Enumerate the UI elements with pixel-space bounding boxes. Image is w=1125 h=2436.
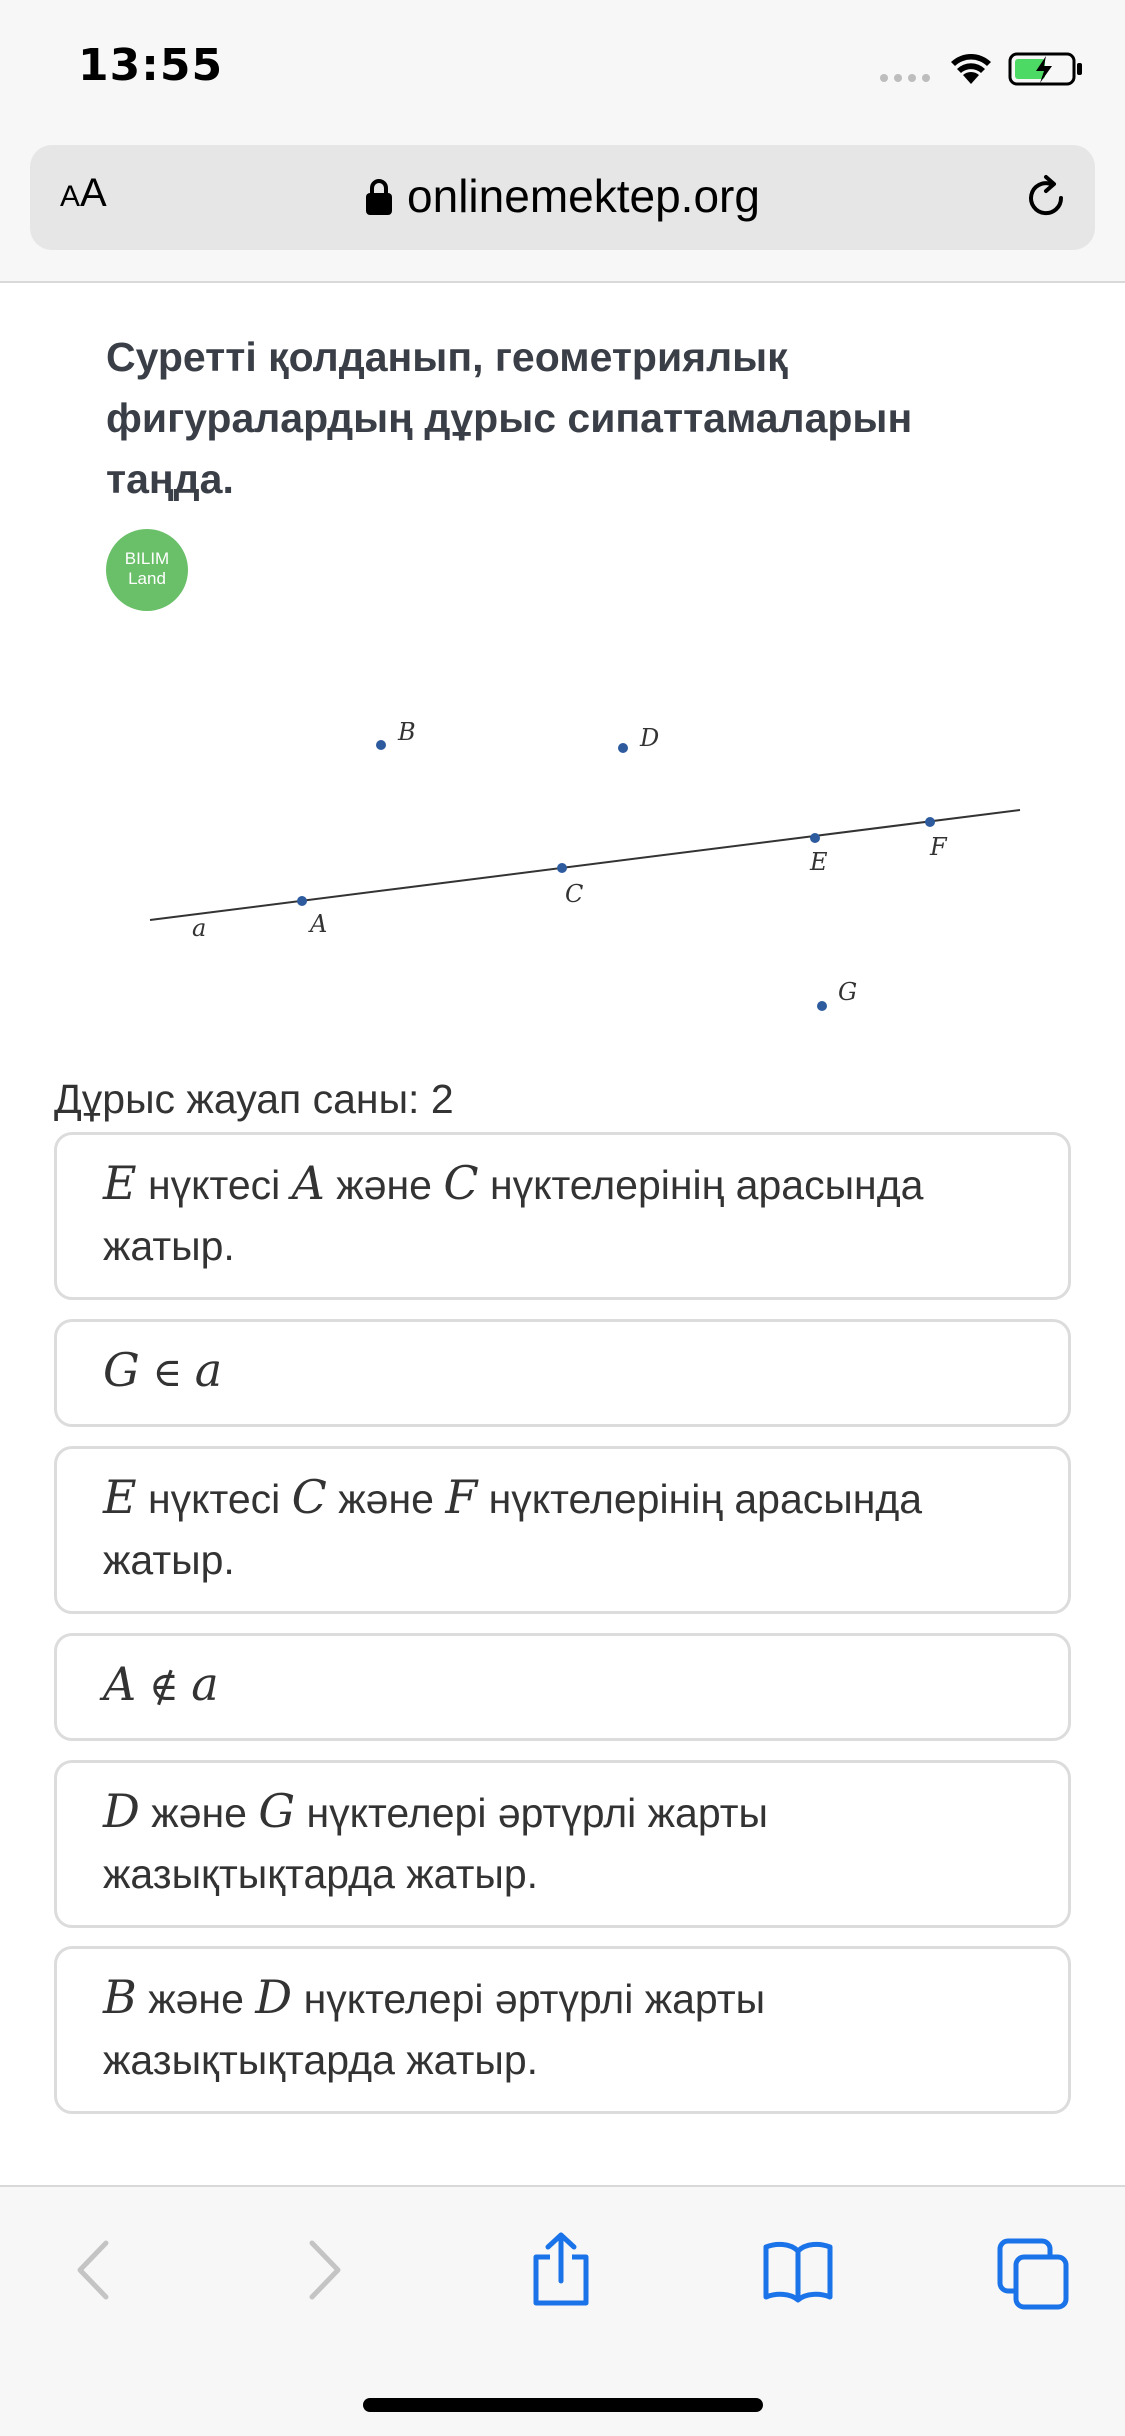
forward-icon[interactable] <box>300 2237 350 2303</box>
url-display[interactable] <box>30 169 1095 223</box>
answer-option-4[interactable]: A ∉ a <box>54 1633 1071 1741</box>
answer-option-6[interactable]: B және D нүктелері әртүрлі жарты жазықтықтарда жатыр. <box>54 1946 1071 2114</box>
text-size-button[interactable]: AA <box>60 171 107 215</box>
point-label-D: D <box>640 724 660 752</box>
bilimland-logo: BILIM Land <box>106 529 188 611</box>
url-text: onlinemektep.org <box>407 170 760 222</box>
point-label-B: B <box>398 718 416 746</box>
point-label-E: E <box>810 848 828 876</box>
answer-option-1[interactable]: E нүктесі A және C нүктелерінің арасында жатыр. <box>54 1132 1071 1300</box>
point-E <box>810 833 820 843</box>
line-a <box>150 810 1020 920</box>
status-time: 13:55 <box>78 40 224 91</box>
status-bar <box>0 0 1125 135</box>
wifi-icon <box>948 50 994 86</box>
bookmarks-icon[interactable] <box>762 2237 834 2303</box>
point-C <box>557 863 567 873</box>
point-label-C: C <box>565 880 584 908</box>
browser-address-area <box>0 135 1125 283</box>
reload-icon[interactable] <box>1021 173 1071 223</box>
answer-option-3[interactable]: E нүктесі C және F нүктелерінің арасында жатыр. <box>54 1446 1071 1614</box>
point-G <box>817 1001 827 1011</box>
answer-option-2[interactable]: G ∈ a <box>54 1319 1071 1427</box>
point-label-A: A <box>310 910 328 938</box>
point-label-G: G <box>838 978 858 1006</box>
question-text: Суретті қолданып, геометриялық фигуралардың дұрыс сипаттамаларын таңда. <box>106 334 913 502</box>
geometry-figure <box>130 690 1030 1040</box>
lock-icon <box>365 178 393 216</box>
correct-answer-count: Дұрыс жауап саны: 2 <box>54 1076 454 1122</box>
point-B <box>376 740 386 750</box>
line-label-a: a <box>192 914 207 942</box>
point-F <box>925 817 935 827</box>
cellular-signal-icon <box>880 74 930 82</box>
back-icon[interactable] <box>68 2237 118 2303</box>
home-indicator <box>363 2398 763 2412</box>
answer-option-5[interactable]: D және G нүктелері әртүрлі жарты жазықтықтарда жатыр. <box>54 1760 1071 1928</box>
point-label-F: F <box>930 833 947 861</box>
address-bar[interactable] <box>30 145 1095 250</box>
share-icon[interactable] <box>528 2231 594 2307</box>
tabs-icon[interactable] <box>996 2237 1072 2313</box>
point-A <box>297 896 307 906</box>
point-D <box>618 743 628 753</box>
battery-charging-icon <box>1008 52 1084 86</box>
